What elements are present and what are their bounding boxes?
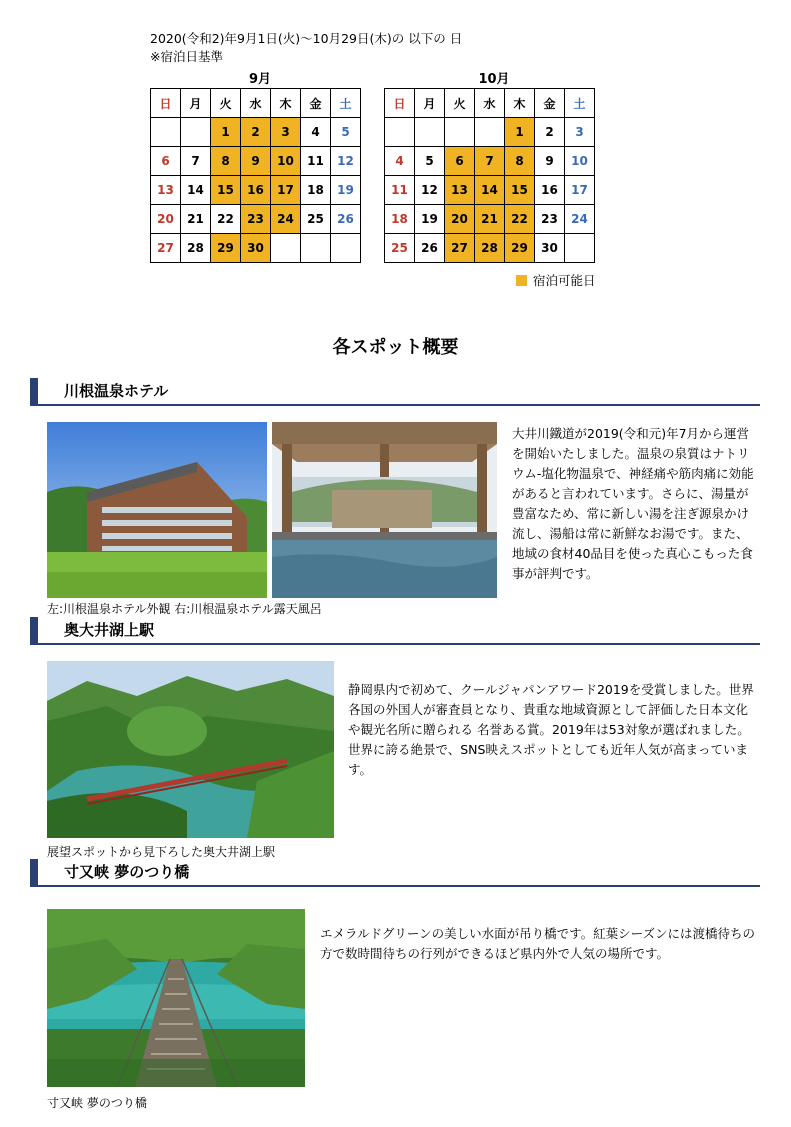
calendar-day: 9	[535, 147, 565, 176]
calendar-day: 5	[331, 118, 361, 147]
spot-description: 静岡県内で初めて、クールジャパンアワード2019を受賞しました。世界各国の外国人が審査員となり、貴重な地域資源として評価した日本文化や観光名所に贈られる 名誉ある賞。2019年は53対象が選ばれました。世界に誇る絶景で、SNS映えスポットとしても近年人気が高まっています。	[348, 682, 754, 777]
photo-caption: 展望スポットから見下ろした奥大井湖上駅	[47, 845, 276, 859]
calendar-day: 13	[151, 176, 181, 205]
weekday-header: 水	[241, 89, 271, 118]
calendar-day: 12	[415, 176, 445, 205]
calendar-day: 5	[415, 147, 445, 176]
spot-name: 寸又峡 夢のつり橋	[64, 863, 190, 881]
calendar-day: 26	[331, 205, 361, 234]
calendar-day: 16	[241, 176, 271, 205]
calendar-day: 22	[211, 205, 241, 234]
calendar-day	[565, 234, 595, 263]
calendar-day: 23	[241, 205, 271, 234]
spot-name: 奥大井湖上駅	[64, 621, 155, 639]
calendar-day: 19	[415, 205, 445, 234]
calendar-day: 3	[271, 118, 301, 147]
calendar-day: 20	[445, 205, 475, 234]
legend-swatch	[516, 275, 527, 286]
overview-title: 各スポット概要	[332, 337, 459, 358]
weekday-header: 土	[565, 89, 595, 118]
weekday-header: 日	[151, 89, 181, 118]
calendar-day: 16	[535, 176, 565, 205]
calendar-day: 29	[211, 234, 241, 263]
spot-heading-kawane	[30, 378, 760, 406]
calendar-day: 27	[151, 234, 181, 263]
calendar-day: 18	[301, 176, 331, 205]
calendar-day	[331, 234, 361, 263]
spot-name: 川根温泉ホテル	[64, 382, 169, 400]
weekday-header: 木	[505, 89, 535, 118]
calendar-day: 28	[181, 234, 211, 263]
spot-description: エメラルドグリーンの美しい水面が吊り橋です。紅葉シーズンには渡橋待ちの方で数時間待ちの行列ができるほど県内外で人気の場所です。	[320, 926, 756, 961]
calendar-day: 1	[505, 118, 535, 147]
calendar-day: 9	[241, 147, 271, 176]
calendar-october	[384, 88, 595, 263]
calendar-day: 13	[445, 176, 475, 205]
calendar-day: 29	[505, 234, 535, 263]
calendar-day: 7	[475, 147, 505, 176]
weekday-header: 土	[331, 89, 361, 118]
spot-heading-sumatakyo	[30, 859, 760, 887]
period-text: 2020(令和2)年9月1日(火)〜10月29日(木)の 以下の 日	[150, 31, 463, 46]
spot-heading-okuoikojo	[30, 617, 760, 645]
calendar-day	[475, 118, 505, 147]
calendar-day: 2	[241, 118, 271, 147]
calendar-day: 6	[151, 147, 181, 176]
hotel-outdoor-bath-photo	[272, 422, 497, 598]
calendar-day: 1	[211, 118, 241, 147]
calendar-day: 14	[475, 176, 505, 205]
hotel-exterior-photo	[47, 422, 267, 598]
calendar-day: 8	[211, 147, 241, 176]
calendar-day	[385, 118, 415, 147]
calendar-day: 2	[535, 118, 565, 147]
calendar-day: 25	[301, 205, 331, 234]
calendar-day: 3	[565, 118, 595, 147]
photo-caption: 寸又峡 夢のつり橋	[47, 1096, 147, 1110]
legend-label: 宿泊可能日	[533, 273, 596, 288]
calendar-day: 18	[385, 205, 415, 234]
weekday-header: 金	[301, 89, 331, 118]
heading-bar	[30, 378, 38, 404]
weekday-header: 日	[385, 89, 415, 118]
spot-description: 大井川鐵道が2019(令和元)年7月から運営を開始いたしました。温泉の泉質はナトリウム-塩化物温泉で、神経痛や筋肉痛に効能があると言われています。さらに、湯量が豊富なため、常に新しい湯を注ぎ源泉かけ流し、湯船は常に新鮮なお湯です。また、地域の食材40品目を使った真心こもった食事が評判です。	[512, 426, 754, 581]
calendar-day: 14	[181, 176, 211, 205]
calendar-day: 21	[475, 205, 505, 234]
calendar-day: 25	[385, 234, 415, 263]
calendar-day: 30	[241, 234, 271, 263]
calendar-day: 22	[505, 205, 535, 234]
heading-bar	[30, 859, 38, 885]
calendar-day: 8	[505, 147, 535, 176]
calendar-day	[415, 118, 445, 147]
calendar-day: 10	[271, 147, 301, 176]
calendar-day: 12	[331, 147, 361, 176]
calendar-day: 6	[445, 147, 475, 176]
calendar-day: 24	[565, 205, 595, 234]
calendar-day	[301, 234, 331, 263]
calendar-day: 24	[271, 205, 301, 234]
weekday-header: 月	[415, 89, 445, 118]
weekday-header: 月	[181, 89, 211, 118]
calendar-day	[445, 118, 475, 147]
calendar-day: 19	[331, 176, 361, 205]
calendar-month-sep: 9月	[248, 72, 272, 87]
legend	[516, 271, 596, 289]
calendar-month-oct: 10月	[478, 72, 510, 87]
calendar-day: 4	[301, 118, 331, 147]
calendar-day	[271, 234, 301, 263]
calendar-day: 10	[565, 147, 595, 176]
calendar-day	[181, 118, 211, 147]
photo-caption: 左:川根温泉ホテル外観 右:川根温泉ホテル露天風呂	[47, 602, 322, 616]
note-text: ※宿泊日基準	[150, 49, 223, 64]
calendar-day: 26	[415, 234, 445, 263]
calendar-september	[150, 88, 361, 263]
calendar-day: 4	[385, 147, 415, 176]
calendar-day: 30	[535, 234, 565, 263]
calendar-day: 17	[271, 176, 301, 205]
calendar-day: 11	[385, 176, 415, 205]
calendar-day: 28	[475, 234, 505, 263]
calendar-day: 23	[535, 205, 565, 234]
okuoikojo-photo	[47, 661, 334, 838]
calendar-day: 21	[181, 205, 211, 234]
calendar-day: 15	[505, 176, 535, 205]
calendar-day: 15	[211, 176, 241, 205]
weekday-header: 火	[211, 89, 241, 118]
weekday-header: 木	[271, 89, 301, 118]
calendar-day: 11	[301, 147, 331, 176]
calendar-day	[151, 118, 181, 147]
weekday-header: 金	[535, 89, 565, 118]
yume-no-tsuribashi-photo	[47, 909, 305, 1087]
calendar-day: 27	[445, 234, 475, 263]
heading-bar	[30, 617, 38, 643]
calendar-day: 17	[565, 176, 595, 205]
weekday-header: 火	[445, 89, 475, 118]
calendar-day: 7	[181, 147, 211, 176]
calendar-day: 20	[151, 205, 181, 234]
weekday-header: 水	[475, 89, 505, 118]
